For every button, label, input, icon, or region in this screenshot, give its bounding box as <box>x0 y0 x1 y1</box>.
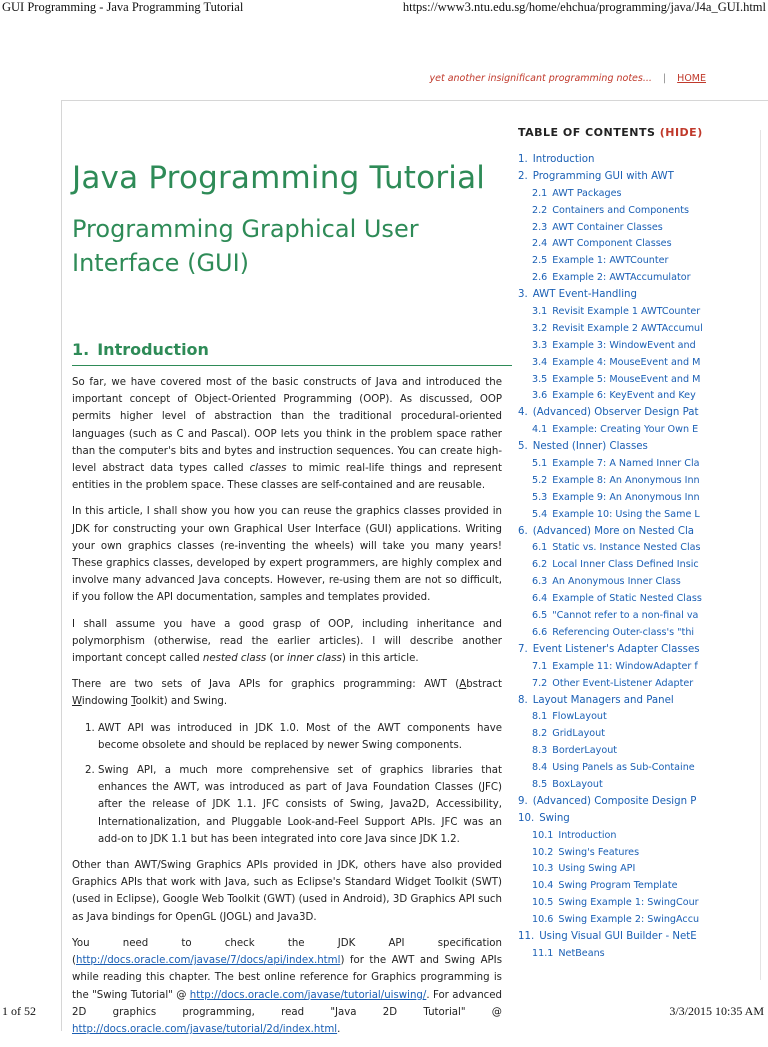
swing-tutorial-link[interactable]: http://docs.oracle.com/javase/tutorial/uiswing/ <box>189 989 427 1001</box>
toc-item-number: 8. <box>518 694 528 706</box>
toc-item-label[interactable]: Event Listener's Adapter Classes <box>532 643 700 655</box>
toc-item-number: 7. <box>518 643 528 655</box>
print-date: 3/3/2015 10:35 AM <box>669 1004 764 1018</box>
paragraph: So far, we have covered most of the basic constructs of Java and introduced the important concept of Object-Oriented Programming (OOP). As discussed, OOP permits higher level of abstraction than the traditional procedural-oriented languages (such as C and Pascal). OOP lets you think in the problem space rather than the computer's bits and bytes and instruction sequences. You can create high-level abstract data types called classes to mimic real-life things and represent entities in the problem space. These classes are self-contained and are reusable. <box>72 377 502 492</box>
toc-item[interactable] <box>518 608 768 625</box>
toc-item[interactable] <box>518 693 768 710</box>
list-item: 1. AWT API was introduced in JDK 1.0. Most of the AWT components have become obsolete and should be replaced by newer Swing components. <box>98 720 502 754</box>
page-counter: 1 of 52 <box>2 1004 36 1018</box>
toc-item-number: 6. <box>518 525 528 537</box>
toc-item[interactable] <box>518 372 768 389</box>
table-of-contents <box>518 126 768 996</box>
toc-item-label[interactable]: Static vs. Instance Nested Clas <box>552 542 701 554</box>
toc-item[interactable] <box>518 473 768 490</box>
toc-item[interactable] <box>518 760 768 777</box>
toc-item-label[interactable]: Introduction <box>532 154 595 165</box>
toc-item-number: 6.3 <box>532 576 548 588</box>
toc-item-number: 2.5 <box>532 255 548 267</box>
toc-item-number: 9. <box>518 795 528 807</box>
toc-item-number: 3.5 <box>532 373 548 385</box>
toc-item-label[interactable]: Using Visual GUI Builder - NetE <box>539 930 697 942</box>
toc-item[interactable] <box>518 524 768 541</box>
toc-item-label[interactable]: BorderLayout <box>552 745 618 757</box>
toc-item-number: 2.1 <box>532 187 548 199</box>
toc-item-number: 10.2 <box>532 846 554 858</box>
toc-item[interactable] <box>518 405 768 422</box>
toc-item-number: 5.2 <box>532 474 548 486</box>
toc-item-number: 6.6 <box>532 626 548 638</box>
toc-item-label[interactable]: Other Event-Listener Adapter <box>552 677 694 689</box>
toc-item[interactable] <box>518 676 768 693</box>
toc-list <box>518 152 768 963</box>
print-footer <box>0 1004 768 1020</box>
toc-item[interactable] <box>518 828 768 845</box>
toc-item-number: 6.2 <box>532 559 548 571</box>
toc-item-label[interactable]: Revisit Example 1 AWTCounter <box>552 306 701 318</box>
toc-item-number: 5.3 <box>532 491 548 503</box>
toc-item-label[interactable]: Revisit Example 2 AWTAccumul <box>552 322 703 334</box>
toc-item-label[interactable]: Example 4: MouseEvent and M <box>552 356 701 368</box>
toc-item-number: 2.2 <box>532 204 548 216</box>
toc-item-label[interactable]: AWT Event-Handling <box>532 289 637 301</box>
toc-item-label[interactable]: Swing's Features <box>558 846 640 858</box>
toc-item-label[interactable]: Example 7: A Named Inner Cla <box>552 458 700 470</box>
toc-item-number: 2.3 <box>532 221 548 233</box>
toc-item[interactable] <box>518 253 768 270</box>
toc-item[interactable] <box>518 929 768 946</box>
paragraph: You need to check the JDK API specification (http://docs.oracle.com/javase/7/docs/api/index.html) for the AWT and Swing APIs while reading this chapter. The best online reference for Graphics programming is the "Swing Tutorial" @ http://docs.oracle.com/javase/tutorial/uiswing/. For advanced 2D graphics programming, read "Java 2D Tutorial" @ http://docs.oracle.com/javase/tutorial/2d/index.html. <box>72 937 503 1035</box>
toc-item[interactable] <box>518 557 768 574</box>
toc-item-number: 6.5 <box>532 610 548 622</box>
toc-item-number: 7.1 <box>532 660 548 672</box>
toc-item-number: 10. <box>518 812 535 824</box>
toc-item-label[interactable]: Nested (Inner) Classes <box>532 441 648 453</box>
toc-item-number: 4.1 <box>532 424 548 436</box>
paragraph: Other than AWT/Swing Graphics APIs provided in JDK, others have also provided Graphics APIs that work with Java, such as Eclipse's Standard Widget Toolkit (SWT) (used in Eclipse), Google Web Toolkit (GWT) (used in Android), 3D Graphics API such as Java bindings for OpenGL (JOGL) and Java3D. <box>72 860 502 923</box>
toc-item[interactable] <box>518 456 768 473</box>
toc-item-label[interactable]: Example 6: KeyEvent and Key <box>552 390 696 402</box>
toc-item[interactable] <box>518 422 768 439</box>
paragraph: I shall assume you have a good grasp of OOP, including inheritance and polymorphism (otherwise, read the earlier articles). I will describe another important concept called nested class (or inner class) in this article. <box>72 618 502 665</box>
section-heading-introduction <box>72 340 512 366</box>
toc-item-number: 10.6 <box>532 914 554 926</box>
toc-item[interactable] <box>518 845 768 862</box>
toc-item-number: 5.4 <box>532 508 548 520</box>
toc-item-label[interactable]: BoxLayout <box>552 778 603 790</box>
toc-item[interactable] <box>518 321 768 338</box>
toc-item-label[interactable]: Referencing Outer-class's "thi <box>552 626 695 638</box>
toc-item[interactable] <box>518 169 768 186</box>
toc-item[interactable] <box>518 490 768 507</box>
toc-item[interactable] <box>518 777 768 794</box>
toc-item-number: 2. <box>518 170 528 182</box>
toc-item-number: 6.1 <box>532 542 548 554</box>
toc-item-number: 6.4 <box>532 593 548 605</box>
toc-item-label[interactable]: Example of Static Nested Class <box>552 593 702 605</box>
toc-item-number: 10.5 <box>532 897 554 909</box>
toc-item[interactable] <box>518 659 768 676</box>
print-header <box>0 0 768 16</box>
print-page-title: GUI Programming - Java Programming Tutorial <box>2 0 244 14</box>
toc-item[interactable] <box>518 574 768 591</box>
toc-item-label[interactable]: An Anonymous Inner Class <box>552 576 681 588</box>
toc-item-label[interactable]: NetBeans <box>558 947 605 959</box>
toc-item-number: 5. <box>518 441 528 453</box>
toc-item[interactable] <box>518 338 768 355</box>
toc-item-label[interactable]: "Cannot refer to a non-final va <box>552 610 699 622</box>
toc-item-number: 3.2 <box>532 322 548 334</box>
toc-item-number: 1. <box>518 154 528 165</box>
article-body <box>72 374 502 1047</box>
page-subtitle: Programming Graphical User Interface (GUI) <box>72 215 419 277</box>
toc-item[interactable] <box>518 726 768 743</box>
toc-item-label[interactable]: Swing Example 2: SwingAccu <box>558 914 700 926</box>
toc-item-label[interactable]: AWT Packages <box>552 187 622 199</box>
toc-item-number: 3. <box>518 289 528 301</box>
toc-item-number: 10.1 <box>532 829 554 841</box>
toc-item-label[interactable]: Example 10: Using the Same L <box>552 508 700 520</box>
toc-item[interactable] <box>518 642 768 659</box>
toc-item[interactable] <box>518 439 768 456</box>
top-nav <box>430 73 707 84</box>
toc-item-number: 10.4 <box>532 880 554 892</box>
scrollbar[interactable] <box>760 130 768 980</box>
toc-hide-toggle[interactable]: (HIDE) <box>659 126 703 139</box>
toc-item-label[interactable]: Using Swing API <box>558 863 636 875</box>
toc-item[interactable] <box>518 270 768 287</box>
toc-title: TABLE OF CONTENTS (HIDE) <box>518 126 703 139</box>
toc-item[interactable] <box>518 186 768 203</box>
toc-item-number: 8.1 <box>532 711 548 723</box>
toc-item-label[interactable]: Using Panels as Sub-Containe <box>552 762 695 774</box>
site-tagline: yet another insignificant programming notes... <box>429 73 652 84</box>
toc-item-label[interactable]: (Advanced) Composite Design P <box>532 795 697 807</box>
toc-item[interactable] <box>518 220 768 237</box>
toc-item-number: 7.2 <box>532 677 548 689</box>
list-item: 2. Swing API, a much more comprehensive set of graphics libraries that enhances the AWT, was introduced as part of Java Foundation Classes (JFC) after the release of JDK 1.1. JFC consists of Swing, Java2D, Accessibility, Internationalization, and Pluggable Look-and-Feel Support APIs. JFC was an add-on to JDK 1.1 but has been integrated into core Java since JDK 1.2. <box>98 762 502 848</box>
toc-item[interactable] <box>518 507 768 524</box>
toc-item-number: 2.4 <box>532 238 548 250</box>
toc-item-number: 8.2 <box>532 728 548 740</box>
toc-item-label[interactable]: (Advanced) Observer Design Pat <box>532 407 699 419</box>
toc-item-number: 8.5 <box>532 778 548 790</box>
java2d-tutorial-link[interactable]: http://docs.oracle.com/javase/tutorial/2d/index.html <box>72 1023 338 1035</box>
toc-item[interactable] <box>518 912 768 929</box>
toc-item[interactable] <box>518 743 768 760</box>
toc-item[interactable] <box>518 287 768 304</box>
toc-item-label[interactable]: FlowLayout <box>552 711 607 723</box>
section-number: 1. <box>72 340 90 359</box>
toc-item-label[interactable]: Example 9: An Anonymous Inn <box>552 491 700 503</box>
toc-item-number: 3.4 <box>532 356 548 368</box>
nav-separator: | <box>662 73 667 84</box>
toc-item-label[interactable]: Example 2: AWTAccumulator <box>552 272 691 284</box>
toc-item[interactable] <box>518 591 768 608</box>
toc-item-label[interactable]: Example 3: WindowEvent and <box>552 339 696 351</box>
toc-item[interactable] <box>518 388 768 405</box>
toc-item-label[interactable]: Introduction <box>558 829 617 841</box>
toc-item-number: 3.3 <box>532 339 548 351</box>
toc-item[interactable] <box>518 304 768 321</box>
page-title: Java Programming Tutorial <box>72 160 486 196</box>
toc-item-number: 5.1 <box>532 458 548 470</box>
toc-item-label[interactable]: (Advanced) More on Nested Cla <box>532 525 695 537</box>
toc-item-label[interactable]: Containers and Components <box>552 204 689 216</box>
toc-item[interactable] <box>518 946 768 963</box>
toc-item[interactable] <box>518 203 768 220</box>
toc-item[interactable] <box>518 236 768 253</box>
toc-item-label[interactable]: AWT Component Classes <box>552 238 672 250</box>
home-link[interactable]: HOME <box>677 73 706 84</box>
toc-item-label[interactable]: Swing <box>539 812 570 824</box>
toc-item-label[interactable]: Example 1: AWTCounter <box>552 255 669 267</box>
print-page-url: https://www3.ntu.edu.sg/home/ehchua/programming/java/J4a_GUI.html <box>402 0 766 14</box>
section-title: Introduction <box>97 340 209 359</box>
toc-item[interactable] <box>518 878 768 895</box>
toc-item[interactable] <box>518 540 768 557</box>
toc-item-number: 10.3 <box>532 863 554 875</box>
toc-item-number: 2.6 <box>532 272 548 284</box>
toc-item[interactable] <box>518 625 768 642</box>
api-list <box>72 720 502 848</box>
toc-item-label[interactable]: Local Inner Class Defined Insic <box>552 559 699 571</box>
toc-item-label[interactable]: AWT Container Classes <box>552 221 663 233</box>
toc-item-label[interactable]: Example 11: WindowAdapter f <box>552 660 698 672</box>
toc-item-number: 11. <box>518 930 535 942</box>
toc-item-label[interactable]: GridLayout <box>552 728 606 740</box>
toc-item[interactable] <box>518 152 768 169</box>
toc-item[interactable] <box>518 355 768 372</box>
toc-item-label[interactable]: Example 5: MouseEvent and M <box>552 373 701 385</box>
toc-item-label[interactable]: Swing Example 1: SwingCour <box>558 897 699 909</box>
toc-item-label[interactable]: Example 8: An Anonymous Inn <box>552 474 700 486</box>
toc-item[interactable] <box>518 709 768 726</box>
toc-item[interactable] <box>518 861 768 878</box>
paragraph: In this article, I shall show you how you can reuse the graphics classes provided in JDK for constructing your own Graphical User Interface (GUI) applications. Writing your own graphics classes (re-inventing the wheels) will take you many years! These graphics classes, developed by expert programmers, are highly complex and involve many advanced Java concepts. However, re-using them are not so difficult, if you follow the API documentation, samples and templates provided. <box>72 506 502 604</box>
toc-item-number: 3.1 <box>532 306 548 318</box>
toc-item-number: 4. <box>518 407 528 419</box>
toc-item-label[interactable]: Layout Managers and Panel <box>532 694 674 706</box>
toc-item-label[interactable]: Swing Program Template <box>558 880 678 892</box>
toc-item-number: 3.6 <box>532 390 548 402</box>
toc-item[interactable] <box>518 895 768 912</box>
toc-item-label[interactable]: Example: Creating Your Own E <box>552 424 699 436</box>
toc-item[interactable] <box>518 794 768 811</box>
toc-item-number: 11.1 <box>532 947 554 959</box>
toc-item-number: 8.3 <box>532 745 548 757</box>
toc-item-number: 8.4 <box>532 762 548 774</box>
jdk-api-link[interactable]: http://docs.oracle.com/javase/7/docs/api/index.html <box>75 955 341 967</box>
toc-item[interactable] <box>518 811 768 828</box>
toc-item-label[interactable]: Programming GUI with AWT <box>532 170 674 182</box>
paragraph: There are two sets of Java APIs for graphics programming: AWT (Abstract Windowing Toolkit) and Swing. <box>72 679 502 708</box>
